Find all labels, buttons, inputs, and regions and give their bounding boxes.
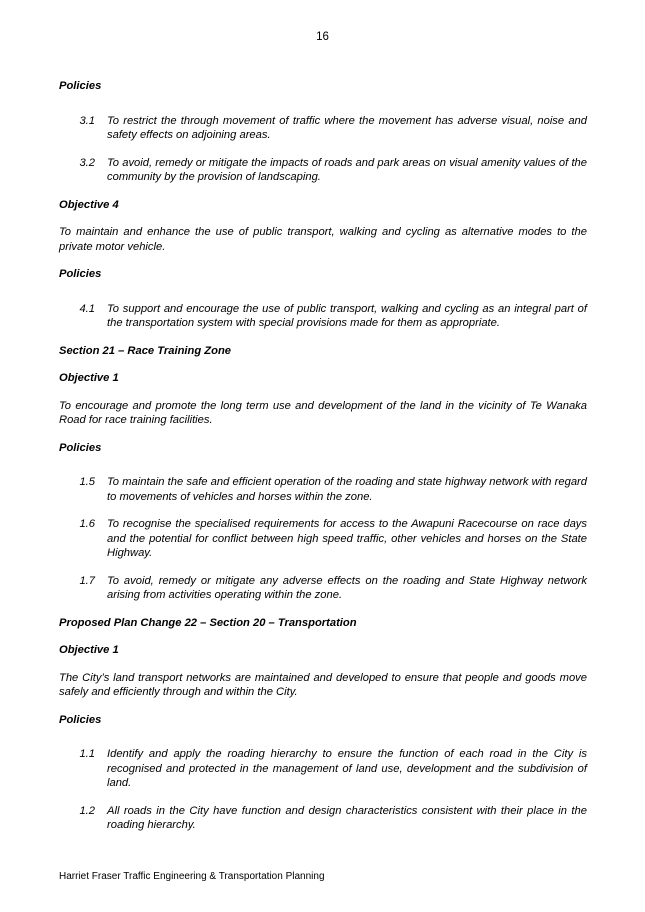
policy-text: To restrict the through movement of traffic where the movement has adverse visual, noise and safety effects on adjoining areas. [107, 114, 587, 141]
policy-list [59, 468, 587, 603]
policy-number: 3.2 [79, 156, 95, 169]
policy-list [59, 295, 587, 331]
policy-item [59, 517, 587, 561]
objective-heading: Objective 4 [59, 198, 119, 211]
policy-text: All roads in the City have function and design characteristics consistent with their place in the roading hierarchy. [107, 804, 587, 831]
policy-number: 3.1 [79, 114, 95, 127]
policy-item [59, 468, 587, 504]
section-heading: Section 21 – Race Training Zone [59, 344, 232, 357]
policy-number: 1.6 [79, 518, 95, 530]
section-heading: Proposed Plan Change 22 – Section 20 – Transportation [59, 616, 357, 629]
policy-text: To recognise the specialised requirements for access to the Awapuni Racecourse on race days and the potential for conflict between high speed traffic, other vehicles and horses on the State Highway. [107, 518, 587, 559]
policies-heading: Policies [59, 80, 102, 92]
policies-heading: Policies [59, 441, 102, 454]
policies-heading: Policies [59, 713, 102, 726]
objective-text: The City’s land transport networks are maintained and developed to ensure that people and goods move safely and efficiently through and within the City. [59, 671, 587, 698]
policy-number: 1.7 [79, 574, 95, 587]
policy-item [59, 107, 587, 143]
policy-text: To avoid, remedy or mitigate any adverse effects on the roading and State Highway network arising from activities operating within the zone. [107, 574, 587, 601]
document-body [59, 79, 587, 846]
objective-heading: Objective 1 [59, 372, 119, 384]
policy-list [59, 740, 587, 833]
policy-list [59, 107, 587, 185]
page-footer: Harriet Fraser Traffic Engineering & Transportation Planning [59, 871, 325, 882]
policy-text: To avoid, remedy or mitigate the impacts of roads and park areas on visual amenity values of the community by the provision of landscaping. [107, 156, 587, 183]
policy-item [59, 804, 587, 833]
policy-number: 1.5 [79, 476, 95, 488]
policy-item [59, 574, 587, 603]
policy-text: Identify and apply the roading hierarchy to ensure the function of each road in the City is recognised and protected in the management of land use, development and the subdivision of land. [107, 748, 587, 789]
objective-text: To encourage and promote the long term use and development of the land in the vicinity of Te Wanaka Road for race training facilities. [59, 399, 587, 426]
policy-item [59, 740, 587, 791]
policy-text: To maintain the safe and efficient operation of the roading and state highway network with regard to movements of vehicles and horses within the zone. [107, 476, 587, 503]
policy-item [59, 156, 587, 185]
policy-number: 1.1 [79, 748, 95, 760]
policy-number: 1.2 [79, 804, 95, 817]
objective-heading: Objective 1 [59, 644, 119, 656]
policy-text: To support and encourage the use of public transport, walking and cycling as an integral part of the transportation system with special provisions made for them as appropriate. [107, 302, 587, 329]
objective-text: To maintain and enhance the use of public transport, walking and cycling as alternative modes to the private motor vehicle. [59, 226, 587, 253]
policies-heading: Policies [59, 268, 102, 280]
policy-item [59, 295, 587, 331]
policy-number: 4.1 [79, 302, 95, 315]
page-number: 16 [316, 31, 329, 43]
